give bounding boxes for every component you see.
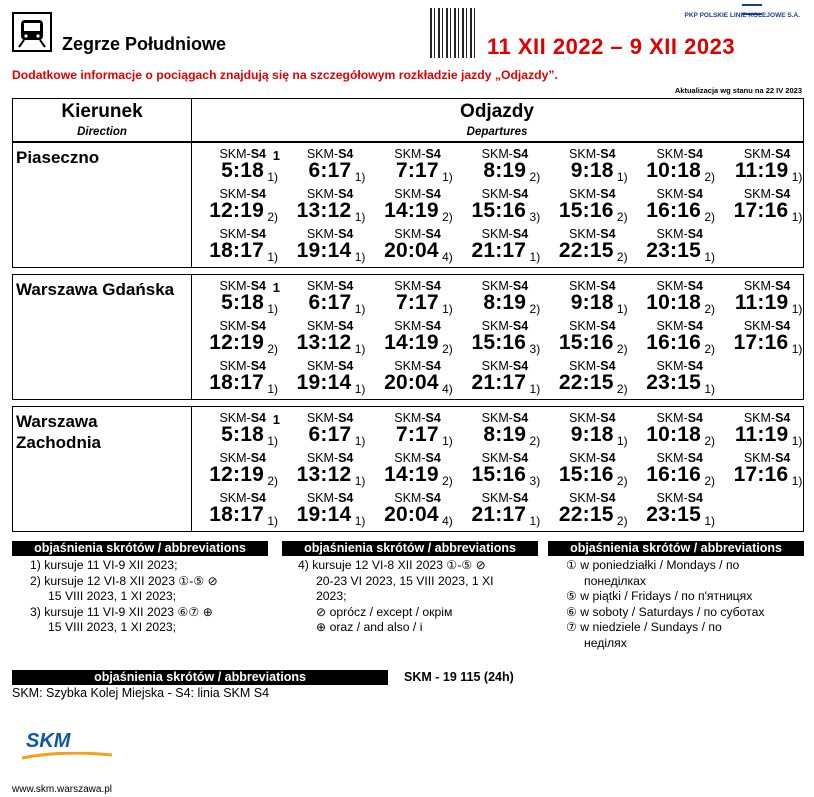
departure-time: 20:04 [384, 503, 439, 526]
line-label: SKM-S4 [569, 279, 616, 293]
skm-swoosh-icon [22, 752, 112, 760]
departure-cell [278, 451, 365, 491]
abbr-line: понеділках [584, 573, 647, 588]
footnote: 1) [354, 514, 366, 528]
table-header [12, 98, 804, 142]
line-label: SKM-S4 [481, 319, 529, 333]
departure-cell [453, 359, 540, 399]
abbreviations-col-1 [30, 558, 218, 636]
line-label: SKM-S4 [743, 319, 791, 333]
departure-time: 21:17 [471, 239, 527, 262]
departure-cell [191, 279, 278, 319]
line-label: SKM-S4 [656, 279, 703, 293]
footnote: 2) [704, 170, 715, 184]
line-label: SKM-S4 [394, 491, 441, 505]
footnote: 2) [704, 302, 715, 316]
departure-cell [453, 451, 540, 491]
line-label: SKM-S4 [394, 187, 441, 201]
line-label: SKM-S4 [743, 279, 791, 293]
footnote: 2) [704, 342, 715, 356]
footnote: 1) [354, 434, 366, 448]
line-label: SKM-S4 [306, 319, 354, 333]
line-label: SKM-S4 [481, 411, 529, 425]
extra-note: 1 [272, 280, 280, 295]
line-label: SKM-S4 [306, 451, 354, 465]
footnote: 1) [267, 302, 278, 316]
line-label: SKM-S4 [656, 411, 703, 425]
departure-cell [366, 319, 453, 359]
info-note: Dodatkowe informacje o pociągach znajdują się na szczegółowym rozkładzie jazdy „Odjazdy”. [12, 68, 558, 82]
abbreviations-header-2: objaśnienia skrótów / abbreviations [282, 541, 538, 556]
departure-time: 15:16 [471, 463, 527, 486]
footnote: 4) [442, 514, 453, 528]
departure-cell [628, 227, 715, 267]
footnote: 1) [267, 434, 278, 448]
departure-cell [366, 227, 453, 267]
departure-time: 5:18 [221, 423, 264, 446]
departure-time: 18:17 [209, 503, 264, 526]
line-label: SKM-S4 [481, 491, 529, 505]
departure-cell [278, 227, 365, 267]
footnote: 1) [354, 210, 366, 224]
departure-cell [191, 187, 278, 227]
departure-cell [366, 491, 453, 531]
departure-time: 15:16 [471, 199, 527, 222]
departure-cell [278, 491, 365, 531]
odjazdy-label: Odjazdy [460, 101, 534, 122]
footnote: 1) [616, 170, 628, 184]
departure-time: 14:19 [384, 199, 439, 222]
line-label: SKM-S4 [219, 319, 266, 333]
departure-time: 12:19 [209, 463, 264, 486]
section-warszawa-gdanska [12, 274, 804, 400]
line-label: SKM-S4 [306, 359, 354, 373]
footnote: 1) [791, 170, 803, 184]
footnote: 2) [616, 514, 628, 528]
departure-time: 8:19 [483, 159, 527, 182]
departures-label: Departures [466, 126, 528, 138]
departure-cell [541, 491, 628, 531]
footnote: 3) [529, 210, 541, 224]
line-label: SKM-S4 [481, 451, 529, 465]
footnote: 2) [529, 170, 541, 184]
abbr-line: 4) kursuje 12 VI-8 XII 2023 ①-⑤ ⊘ [298, 558, 486, 572]
line-label: SKM-S4 [743, 411, 791, 425]
departure-cell [191, 411, 278, 451]
abbreviations-col-2 [298, 558, 494, 636]
footnote: 3) [529, 342, 541, 356]
line-label: SKM-S4 [306, 279, 354, 293]
section-piaseczno [12, 142, 804, 268]
line-label: SKM-S4 [219, 279, 266, 293]
departure-cell [278, 359, 365, 399]
departure-time: 12:19 [209, 331, 264, 354]
departure-cell [278, 279, 365, 319]
departure-time: 6:17 [308, 423, 352, 446]
departure-time: 19:14 [296, 371, 352, 394]
footnote: 1) [529, 250, 541, 264]
departure-cell [453, 147, 540, 187]
departure-time: 7:17 [395, 423, 439, 446]
departure-time: 10:18 [646, 159, 701, 182]
departure-cell [541, 279, 628, 319]
departure-time: 9:18 [570, 291, 614, 314]
departure-time: 14:19 [384, 331, 439, 354]
departure-cell [541, 451, 628, 491]
departure-time: 7:17 [395, 159, 439, 182]
footnote: 2) [442, 342, 453, 356]
abbr-line: ⑦ w niedziele / Sundays / по [566, 620, 722, 635]
departure-cell [366, 147, 453, 187]
departure-time: 19:14 [296, 239, 352, 262]
abbreviations-header-3: objaśnienia skrótów / abbreviations [548, 541, 804, 556]
line-label: SKM-S4 [306, 491, 354, 505]
destination-name: Warszawa Gdańska [16, 280, 175, 299]
line-label: SKM-S4 [394, 319, 441, 333]
departure-time: 17:16 [733, 463, 789, 486]
departure-cell [628, 451, 715, 491]
footnote: 1) [267, 514, 278, 528]
footnote: 1) [267, 382, 278, 396]
line-label: SKM-S4 [569, 451, 616, 465]
abbr-line: 1) kursuje 11 VI-9 XII 2023; [30, 558, 178, 572]
footnote: 2) [704, 474, 715, 488]
line-label: SKM-S4 [656, 147, 703, 161]
departure-cell [715, 147, 802, 187]
departure-time: 15:16 [558, 199, 614, 222]
departure-cell [541, 147, 628, 187]
departure-cell [278, 187, 365, 227]
footnote: 1) [616, 302, 628, 316]
footnote: 2) [616, 250, 628, 264]
departure-time: 13:12 [296, 331, 352, 354]
departure-cell [453, 491, 540, 531]
abbr-line: ⊕ oraz / and also / і [316, 620, 423, 635]
departure-time: 16:16 [646, 199, 701, 222]
update-note: Aktualizacja wg stanu na 22 IV 2023 [674, 86, 802, 95]
footnote: 4) [442, 382, 453, 396]
footnote: 1) [704, 382, 715, 396]
departure-time: 23:15 [646, 371, 701, 394]
footnote: 2) [267, 210, 278, 224]
line-label: SKM-S4 [394, 279, 441, 293]
footnote: 2) [267, 474, 278, 488]
line-label: SKM-S4 [481, 279, 529, 293]
departure-cell [366, 411, 453, 451]
departure-time: 18:17 [209, 239, 264, 262]
skm-phone: SKM - 19 115 (24h) [404, 670, 514, 684]
footnote: 4) [442, 250, 453, 264]
departure-cell [453, 227, 540, 267]
departure-cell [541, 359, 628, 399]
line-label: SKM-S4 [569, 227, 616, 241]
departure-time: 15:16 [558, 463, 614, 486]
departure-cell [453, 411, 540, 451]
departure-cell [278, 411, 365, 451]
train-icon [12, 12, 52, 52]
line-label: SKM-S4 [219, 411, 266, 425]
line-label: SKM-S4 [219, 187, 266, 201]
departure-time: 23:15 [646, 503, 701, 526]
extra-note: 1 [272, 412, 280, 427]
line-label: SKM-S4 [394, 411, 441, 425]
departure-time: 21:17 [471, 503, 527, 526]
abbr-line: 15 VIII 2023, 1 XI 2023; [48, 620, 177, 635]
kierunek-label: Kierunek [61, 101, 143, 122]
qr-code-icon [430, 8, 478, 58]
departure-time: 5:18 [221, 159, 264, 182]
abbreviations-col-3 [566, 558, 765, 652]
footnote: 1) [791, 342, 803, 356]
departure-time: 13:12 [296, 199, 352, 222]
departure-cell [366, 279, 453, 319]
line-label: SKM-S4 [306, 187, 354, 201]
departure-cell [278, 319, 365, 359]
departure-time: 11:19 [734, 291, 789, 314]
departure-time: 10:18 [646, 423, 701, 446]
line-label: SKM-S4 [569, 491, 616, 505]
departure-time: 15:16 [471, 331, 527, 354]
departure-cell [628, 411, 715, 451]
footnote: 3) [529, 474, 541, 488]
line-label: SKM-S4 [481, 147, 529, 161]
section-warszawa-zachodnia [12, 406, 804, 532]
footnote: 1) [442, 434, 453, 448]
line-label: SKM-S4 [569, 187, 616, 201]
departure-cell [366, 187, 453, 227]
departure-time: 22:15 [558, 503, 614, 526]
departure-time: 16:16 [646, 331, 701, 354]
footnote: 2) [616, 382, 628, 396]
departure-cell [628, 279, 715, 319]
departure-time: 21:17 [471, 371, 527, 394]
departure-time: 9:18 [570, 423, 614, 446]
departure-cell [278, 147, 365, 187]
line-label: SKM-S4 [219, 359, 266, 373]
footnote: 1) [354, 170, 366, 184]
departure-cell [191, 451, 278, 491]
departure-time: 6:17 [308, 159, 352, 182]
line-label: SKM-S4 [656, 491, 703, 505]
departure-cell [366, 451, 453, 491]
departure-time: 12:19 [209, 199, 264, 222]
departure-cell [715, 451, 802, 491]
line-label: SKM-S4 [569, 147, 616, 161]
footnote: 2) [442, 210, 453, 224]
departure-time: 22:15 [558, 239, 614, 262]
line-label: SKM-S4 [394, 451, 441, 465]
departure-cell [628, 147, 715, 187]
departure-time: 8:19 [483, 423, 527, 446]
footnote: 1) [354, 250, 366, 264]
departure-cell [453, 319, 540, 359]
line-label: SKM-S4 [656, 187, 703, 201]
abbr-line: ⑥ w soboty / Saturdays / по суботах [566, 604, 765, 619]
line-label: SKM-S4 [743, 187, 791, 201]
line-label: SKM-S4 [569, 359, 616, 373]
departure-cell [628, 491, 715, 531]
departure-time: 22:15 [558, 371, 614, 394]
footnote: 1) [704, 514, 715, 528]
destination-name: Warszawa Zachodnia [16, 412, 102, 452]
footnote: 1) [791, 474, 803, 488]
departure-time: 9:18 [570, 159, 614, 182]
line-label: SKM-S4 [743, 147, 791, 161]
footnote: 1) [354, 474, 366, 488]
departure-cell [191, 227, 278, 267]
abbr-line: ⊘ oprócz / except / окрім [316, 604, 453, 619]
footnote: 1) [791, 210, 803, 224]
departure-cell [715, 411, 802, 451]
footnote: 1) [529, 514, 541, 528]
abbr-line: 15 VIII 2023, 1 XI 2023; [48, 589, 177, 604]
line-label: SKM-S4 [743, 451, 791, 465]
footnote: 2) [529, 302, 541, 316]
departure-cell [541, 411, 628, 451]
departure-time: 7:17 [395, 291, 439, 314]
departure-cell [541, 319, 628, 359]
line-label: SKM-S4 [569, 319, 616, 333]
departure-cell [715, 279, 802, 319]
footnote: 2) [616, 210, 628, 224]
abbr-line: 2023; [316, 589, 347, 604]
departure-time: 20:04 [384, 239, 439, 262]
footnote: 1) [791, 434, 803, 448]
website-link[interactable]: www.skm.warszawa.pl [12, 784, 113, 795]
departure-cell [191, 359, 278, 399]
station-name: Zegrze Południowe [62, 34, 227, 54]
footnote: 2) [529, 434, 541, 448]
line-label: SKM-S4 [306, 227, 354, 241]
footnote: 1) [442, 170, 453, 184]
footnote: 2) [616, 474, 628, 488]
departure-cell [628, 359, 715, 399]
departure-time: 18:17 [209, 371, 264, 394]
line-label: SKM-S4 [656, 359, 703, 373]
destination-name: Piaseczno [16, 148, 100, 167]
departure-time: 11:19 [734, 423, 789, 446]
footnote: 1) [354, 342, 366, 356]
departure-cell [453, 187, 540, 227]
abbr-line: 3) kursuje 11 VI-9 XII 2023 ⑥⑦ ⊕ [30, 604, 213, 619]
line-label: SKM-S4 [394, 147, 441, 161]
direction-label: Direction [77, 126, 127, 138]
validity-dates: 11 XII 2022 – 9 XII 2023 [487, 34, 736, 59]
line-label: SKM-S4 [394, 359, 441, 373]
departure-time: 19:14 [296, 503, 352, 526]
departure-time: 14:19 [384, 463, 439, 486]
abbr-line: ⑤ w piątki / Fridays / по п'ятницях [566, 589, 753, 604]
departure-time: 6:17 [308, 291, 352, 314]
departure-cell [628, 187, 715, 227]
skm-logo: SKM [26, 730, 71, 752]
footnote: 1) [616, 434, 628, 448]
line-label: SKM-S4 [481, 187, 529, 201]
departure-cell [191, 491, 278, 531]
line-label: SKM-S4 [656, 227, 703, 241]
operator-name: PKP POLSKIE LINIE KOLEJOWE S.A. [684, 12, 800, 19]
departure-time: 11:19 [734, 159, 789, 182]
departure-cell [453, 279, 540, 319]
footnote: 1) [354, 302, 366, 316]
line-label: SKM-S4 [569, 411, 616, 425]
footnote: 1) [267, 170, 278, 184]
extra-note: 1 [272, 148, 280, 163]
footnote: 2) [616, 342, 628, 356]
departure-time: 16:16 [646, 463, 701, 486]
footnote: 2) [267, 342, 278, 356]
footnote: 1) [267, 250, 278, 264]
abbr-line: ① w poniedziałki / Mondays / по [566, 558, 740, 572]
departure-cell [541, 187, 628, 227]
line-label: SKM-S4 [219, 227, 266, 241]
departure-time: 23:15 [646, 239, 701, 262]
line-label: SKM-S4 [656, 319, 703, 333]
footnote: 1) [529, 382, 541, 396]
line-label: SKM-S4 [394, 227, 441, 241]
line-label: SKM-S4 [481, 227, 529, 241]
abbr-line: 20-23 VI 2023, 15 VIII 2023, 1 XI [316, 573, 494, 588]
departure-time: 17:16 [733, 199, 789, 222]
line-label: SKM-S4 [219, 147, 266, 161]
line-label: SKM-S4 [306, 147, 354, 161]
departure-time: 13:12 [296, 463, 352, 486]
departure-cell [715, 187, 802, 227]
footnote: 1) [791, 302, 803, 316]
line-label: SKM-S4 [481, 359, 529, 373]
abbreviations-header-4: objaśnienia skrótów / abbreviations [12, 670, 388, 685]
footnote: 1) [442, 302, 453, 316]
abbreviations-header-1: objaśnienia skrótów / abbreviations [12, 541, 268, 556]
departure-cell [541, 227, 628, 267]
departure-time: 15:16 [558, 331, 614, 354]
line-label: SKM-S4 [219, 451, 266, 465]
departure-cell [366, 359, 453, 399]
line-label: SKM-S4 [306, 411, 354, 425]
departure-cell [191, 147, 278, 187]
departure-cell [628, 319, 715, 359]
line-label: SKM-S4 [219, 491, 266, 505]
abbr-line: неділях [584, 635, 627, 650]
skm-definition: SKM: Szybka Kolej Miejska - S4: linia SKM S4 [12, 686, 270, 700]
departure-time: 20:04 [384, 371, 439, 394]
departure-time: 5:18 [221, 291, 264, 314]
line-label: SKM-S4 [656, 451, 703, 465]
departure-cell [191, 319, 278, 359]
abbr-line: 2) kursuje 12 VI-8 XII 2023 ①-⑤ ⊘ [30, 573, 218, 588]
footnote: 1) [354, 382, 366, 396]
footnote: 1) [704, 250, 715, 264]
footnote: 2) [442, 474, 453, 488]
departure-time: 17:16 [733, 331, 789, 354]
footnote: 2) [704, 210, 715, 224]
departure-time: 10:18 [646, 291, 701, 314]
departure-time: 8:19 [483, 291, 527, 314]
departure-cell [715, 319, 802, 359]
footnote: 2) [704, 434, 715, 448]
